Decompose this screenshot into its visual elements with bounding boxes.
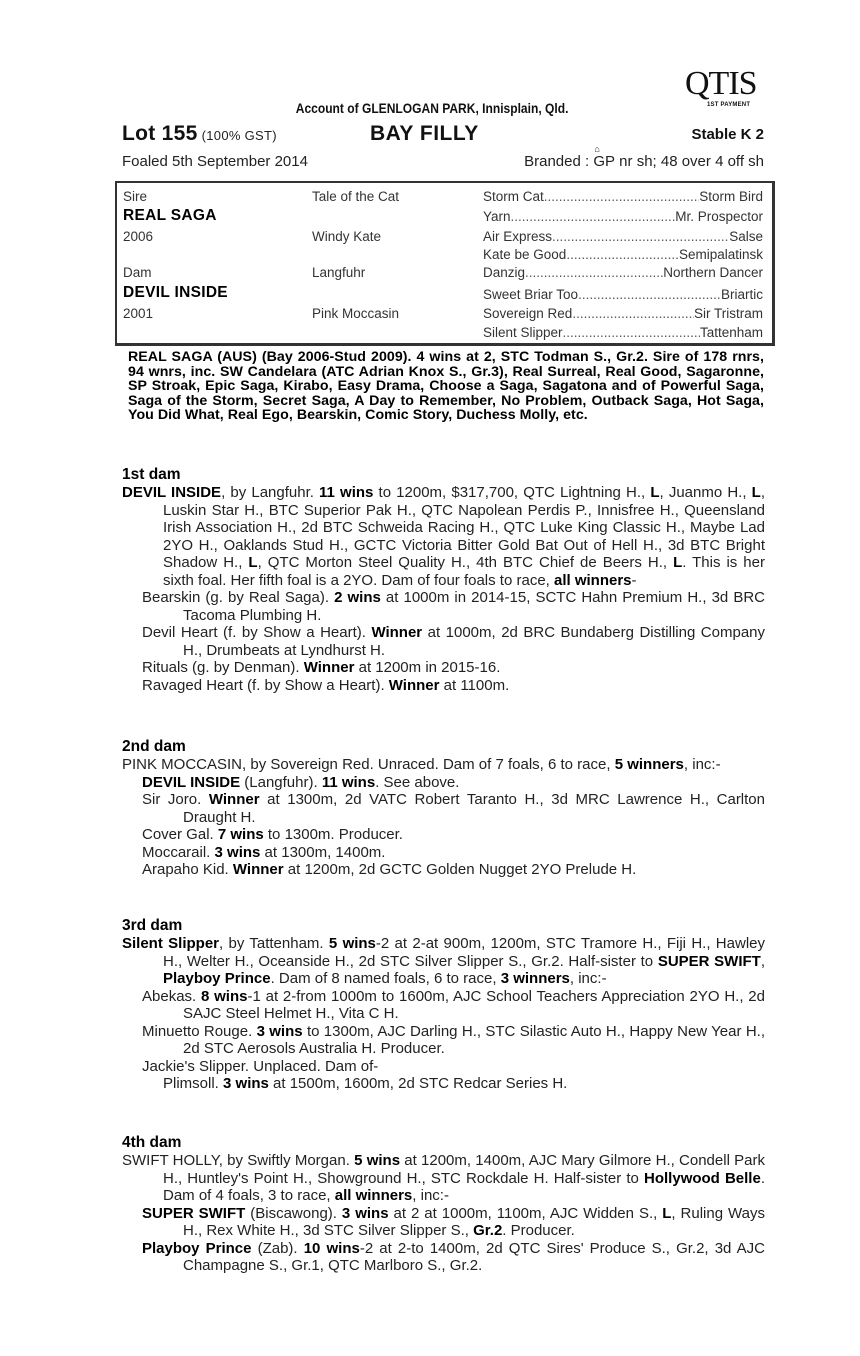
leader-dots [566,247,679,263]
text: at 2 at 1000m, 1100m, AJC Widden S., [388,1204,663,1222]
text: Devil Heart (f. by Show a Heart). [142,624,372,641]
wins: 3 wins [256,1022,303,1040]
foaling-brand-row [122,144,764,173]
text: , inc:- [683,756,721,773]
stable-location: Stable K 2 [691,126,764,143]
horse-name: SUPER SWIFT [142,1204,246,1222]
text: (Biscawong). [245,1204,342,1222]
gst-note: (100% GST) [201,128,277,143]
listed-mark: L [662,1204,672,1222]
wins: 3 wins [341,1204,389,1222]
gg-left: Danzig [483,265,526,280]
second-dam-section [122,738,765,879]
text: Plimsoll. [163,1075,224,1092]
great-grandparents-row [483,209,763,225]
text: at 1500m, 1600m, 2d STC Redcar Series H. [268,1075,568,1092]
fourth-dam-section [122,1134,765,1275]
text: at 1100m. [439,676,510,694]
text: , by Tattenham. [219,935,329,952]
group-mark: Gr.2 [473,1222,503,1239]
text: Ravaged Heart (f. by Show a Heart). [142,676,389,694]
progeny-entry [122,791,765,826]
text: , Ruling Ways H., Rex White H., 3d STC Silver Slipper S., [183,1204,765,1239]
text: Rituals (g. by Denman). [142,659,304,676]
progeny-entry [122,1205,765,1240]
leader-dots [563,325,700,341]
sire-sire: Tale of the Cat [312,189,400,204]
progeny-entry [122,826,765,844]
wins: 7 wins [217,826,264,843]
qtis-logo-text: QTIS [685,65,757,102]
listed-mark: L [673,554,683,571]
text: Arapaho Kid. [142,861,233,878]
text: at 1200m, 1400m, AJC Mary Gilmore H., Condell Park H., Huntley's Point H., Showground H., STC Rockdale H. Half-sister to [163,1152,765,1187]
horse-name: Playboy Prince [142,1239,252,1257]
sire-dam: Windy Kate [312,229,382,244]
text: at 1000m, 2d BRC Bundaberg Distilling Company H., Drumbeats at Lyndhurst H. [183,624,766,659]
text: , by Langfuhr. [221,484,320,501]
text: at 1200m in 2015-16. [354,659,501,676]
text: , Juanmo H., [659,484,752,501]
text: PINK MOCCASIN, by Sovereign Red. Unraced. Dam of 7 foals, 6 to race, [122,756,615,773]
leader-dots [511,209,676,225]
brand-mark-icon [593,144,616,170]
text: SWIFT HOLLY, by Swiftly Morgan. [122,1152,355,1169]
text: Jackie's Slipper. Unplaced. Dam of- [142,1057,379,1075]
gg-right: Mr. Prospector [675,209,763,224]
winners: 3 winners [500,970,570,987]
gg-right: Tattenham [699,325,763,340]
section-heading: 3rd dam [122,917,183,934]
progeny-entry [122,774,765,792]
third-dam-section [122,917,765,1093]
wins: 10 wins [303,1239,360,1257]
brand-crown-icon: ⌂ [594,144,600,154]
gg-right: Salse [729,229,763,244]
text: . See above. [375,773,460,791]
grand-progeny-entry [122,1075,765,1093]
section-heading: 4th dam [122,1134,182,1151]
listed-mark: L [751,484,761,501]
section-heading: 1st dam [122,466,181,483]
text: to 1300m. Producer. [263,826,403,843]
text: Cover Gal. [142,826,218,843]
great-grandparents-row [483,247,763,263]
qtis-logo-subtext: 1ST PAYMENT [707,102,751,108]
wins: 3 wins [223,1075,269,1092]
brand-detail: nr sh; 48 over 4 off sh [615,153,764,170]
gg-right: Sir Tristram [694,306,763,321]
lot-header [122,122,764,148]
gg-left: Silent Slipper [483,325,563,340]
vendor-account-line [62,100,802,116]
dam-year: 2001 [123,306,154,321]
wins: Winner [232,861,284,878]
sire-summary: REAL SAGA (AUS) (Bay 2006-Stud 2009). 4 wins at 2, STC Todman S., Gr.2. Sire of 178 rnrs, 94 wnrs, inc. SW Candelara (ATC Adrian Knox S., Gr.3), Real Surreal, Real Good, Sagaronne, SP Stroak, Epic Saga, Kirabo, Easy Drama, Choose a Saga, Sagatona and of Powerful Saga, Saga of the Storm, Secret Saga, A Day to Remember, No Problem, Outback Saga, Hot Saga, You Did What, Real Ego, Bearskin, Comic Story, Duchess Molly, etc. [128,349,764,424]
first-dam-section [122,466,765,694]
vendor-account-text: Account of GLENLOGAN PARK, Innisplain, Qld. [295,100,569,116]
text: at 1300m, 1400m. [260,843,386,861]
text: Moccarail. [142,843,215,861]
leader-dots [572,306,694,322]
leader-dots [544,189,699,205]
progeny-entry [122,589,765,624]
text: to 1200m, $317,700, QTC Lightning H., [373,484,651,501]
great-grandparents-row [483,325,763,341]
gg-left: Kate be Good [483,247,567,262]
sibling-name: Hollywood Belle [644,1169,761,1187]
progeny-entry [122,677,765,695]
wins: Winner [208,791,260,808]
text: Minuetto Rouge. [142,1022,257,1040]
wins: 5 wins [354,1152,401,1169]
text: . Producer. [502,1222,575,1239]
sire-name: REAL SAGA [123,207,217,224]
winners: 5 winners [614,756,684,773]
text: , QTC Morton Steel Quality H., 4th BTC Chief de Beers H., [257,554,674,571]
lot-number [122,122,277,146]
progeny-entry [122,861,765,879]
progeny-entry [122,988,765,1023]
text: at 1000m in 2014-15, SCTC Hahn Premium H., 3d BRC Tacoma Plumbing H. [183,589,765,624]
dam-name: Silent Slipper [122,935,219,952]
text: - [631,571,637,589]
great-grandparents-row [483,189,763,205]
text: Abekas. [142,987,201,1005]
great-grandparents-row [483,265,763,281]
leader-dots [578,287,721,303]
text: (Langfuhr). [240,773,322,791]
wins: Winner [388,676,440,694]
sire-label: Sire [123,189,148,204]
text: Bearskin (g. by Real Saga). [142,589,335,606]
text: (Zab). [251,1239,304,1257]
lot-number-text: Lot 155 [122,122,198,145]
gg-right: Storm Bird [699,189,763,204]
dam-description [122,484,765,589]
gg-left: Yarn [483,209,511,224]
dam-description [122,756,765,774]
text: , [760,952,765,970]
gg-left: Air Express [483,229,553,244]
text: , Luskin Star H., BTC Superior Pak H., QTC Napolean Perdis P., Innisfree H., Queensland Irish Association H., 2d BTC Schweida Racing H., QTC Luke King Classic H., Maybe Lad 2YO H., Oaklands Stud H., GCTC Victoria Bitter Gold Bat Out of Hell H., 3d BTC Bright Shadow H., [163,484,765,571]
progeny-entry [122,659,765,677]
dam-label: Dam [123,265,152,280]
brand-glyph: GP [593,153,616,170]
text: . Dam of 8 named foals, 6 to race, [270,970,501,987]
gg-right: Northern Dancer [663,265,763,280]
section-heading: 2nd dam [122,738,186,755]
text: at 1200m, 2d GCTC Golden Nugget 2YO Prelude H. [283,861,637,878]
text: -2 at 2-to 1400m, 2d QTC Sires' Produce S., Gr.2, 3d AJC Champagne S., Gr.1, QTC Marlboro S., Gr.2. [183,1239,765,1274]
listed-mark: L [650,484,660,501]
text: Sir Joro. [142,791,209,808]
wins: 5 wins [328,935,376,952]
wins: 2 wins [334,589,381,606]
text: to 1300m, AJC Darling H., STC Silastic Auto H., Happy New Year H., 2d STC Aerosols Australia H. Producer. [183,1022,765,1057]
progeny-entry [122,1240,765,1275]
wins: 8 wins [201,987,248,1005]
winners: all winners [554,571,632,589]
great-grandparents-row [483,229,763,245]
gg-right: Semipalatinsk [678,247,763,262]
progeny-entry [122,624,765,659]
progeny-entry [122,844,765,862]
text: -2 at 2-at 900m, 1200m, STC Tramore H., Fiji H., Hawley H., Welter H., Oceanside H., 2d STC Silver Slipper S., Gr.2. Half-sister to [163,935,765,970]
text: , inc:- [569,970,607,987]
foaled-date: Foaled 5th September 2014 [122,153,308,170]
listed-mark: L [248,554,258,571]
text: -1 at 2-from 1000m to 1600m, AJC School Teachers Appreciation 2YO H., 2d SAJC Steel Helmet H., Vita C H. [183,987,765,1022]
leader-dots [525,265,663,281]
sibling-name: SUPER SWIFT [657,952,761,970]
text: at 1300m, 2d VATC Robert Taranto H., 3d MRC Lawrence H., Carlton Draught H. [183,791,765,826]
great-grandparents-row [483,306,763,322]
wins: Winner [371,624,423,641]
dam-name: DEVIL INSIDE [122,484,222,501]
text: . Dam of 4 foals, 3 to race, [163,1169,765,1204]
sex-colour: BAY FILLY [370,122,479,145]
wins: 11 wins [319,484,374,501]
brand-description [524,144,764,170]
progeny-entry [122,1023,765,1058]
great-grandparents-row [483,287,763,303]
dam-sire: Langfuhr [312,265,366,280]
wins: Winner [303,659,355,676]
winners: all winners [334,1187,413,1204]
dam-description [122,935,765,988]
gg-left: Storm Cat [483,189,544,204]
wins: 3 wins [214,843,261,861]
text: . This is her sixth foal. Her fifth foal is a 2YO. Dam of four foals to race, [163,554,765,589]
gg-right: Briartic [720,287,763,302]
text: , inc:- [412,1187,449,1204]
horse-name: DEVIL INSIDE [142,773,241,791]
sibling-name: Playboy Prince [163,970,271,987]
wins: 11 wins [321,773,376,791]
dam-description [122,1152,765,1205]
pedigree-table [115,181,775,346]
gg-left: Sweet Briar Too [483,287,579,302]
sire-year: 2006 [123,229,154,244]
progeny-entry [122,1058,765,1076]
branded-label: Branded : [524,153,594,170]
dam-name: DEVIL INSIDE [123,284,228,301]
gg-left: Sovereign Red [483,306,573,321]
dam-dam: Pink Moccasin [312,306,400,321]
leader-dots [552,229,729,245]
